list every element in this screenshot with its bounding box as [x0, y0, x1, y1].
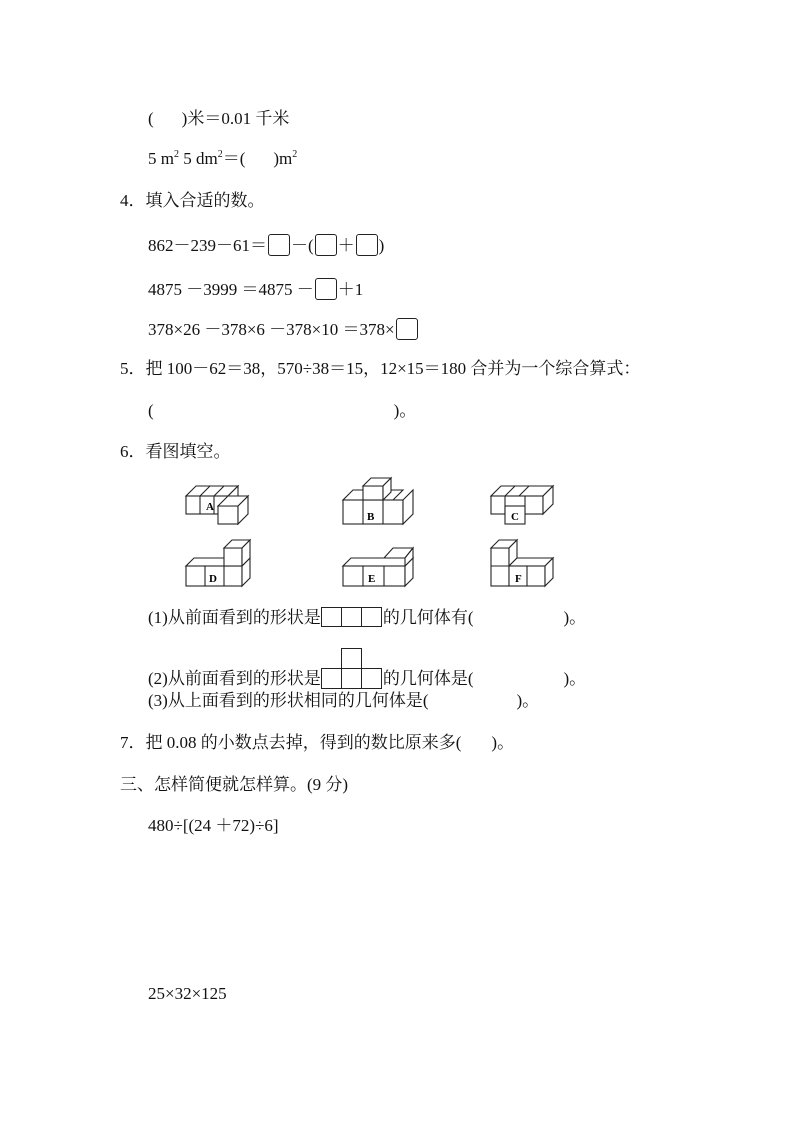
figure-label: E	[368, 573, 376, 585]
question-4-title: 4．填入合适的数。	[120, 191, 265, 210]
front-view-three-squares-icon	[321, 607, 383, 633]
answer-box[interactable]	[396, 318, 418, 340]
cube-figure-e	[343, 548, 413, 590]
figure-label: F	[515, 573, 522, 585]
question-5-answer	[148, 400, 416, 422]
figure-label: C	[511, 511, 519, 523]
section-3-title: 三、怎样简便就怎样算。(9 分)	[120, 775, 349, 794]
text: (3)从上面看到的形状相同的几何体是(	[148, 691, 429, 710]
question-5-title: 5．把 100－62＝38，570÷38＝15，12×15＝180 合并为一个综合算式：	[120, 359, 641, 378]
text: )米＝0.01 千米	[181, 109, 290, 128]
sub-question-3	[148, 690, 539, 712]
front-view-t-shape-icon	[321, 648, 383, 696]
superscript: 2	[173, 149, 179, 160]
superscript: 2	[217, 149, 223, 160]
text: )。	[393, 401, 417, 420]
unit-conversion-meter	[148, 108, 289, 130]
text: 5 dm	[178, 149, 218, 168]
superscript: 2	[292, 149, 298, 160]
text: )m	[273, 149, 293, 168]
text: )。	[563, 608, 587, 627]
text: (	[148, 401, 154, 420]
cube-figure-d	[186, 540, 250, 590]
text: 862－239－61＝	[148, 236, 267, 255]
answer-box[interactable]	[356, 234, 378, 256]
equation-2	[148, 278, 363, 301]
answer-box[interactable]	[315, 278, 337, 300]
unit-conversion-area	[148, 148, 297, 170]
text: (1)从前面看到的形状是	[148, 608, 321, 627]
bracket-open: (	[148, 109, 154, 128]
cube-figure-c	[491, 486, 555, 526]
calculation-2: 25×32×125	[148, 984, 227, 1003]
equation-1	[148, 234, 384, 257]
text: )。	[563, 669, 587, 688]
cube-figure-b	[343, 480, 413, 528]
question-6-title: 6．看图填空。	[120, 442, 231, 461]
equation-3	[148, 318, 419, 341]
text: )。	[491, 733, 515, 752]
figure-label: B	[367, 511, 375, 523]
answer-box[interactable]	[268, 234, 290, 256]
text: )。	[516, 691, 540, 710]
text: 的几何体是(	[382, 669, 474, 688]
cube-figure-f	[491, 540, 555, 590]
sub-question-2	[148, 648, 586, 696]
sub-question-1	[148, 607, 586, 633]
text: ＝(	[222, 149, 246, 168]
cube-figure-a	[186, 486, 250, 526]
text: 4875 －3999 ＝4875 －	[148, 280, 314, 299]
text: －(	[291, 236, 314, 255]
text: 7．把 0.08 的小数点去掉，得到的数比原来多(	[120, 733, 462, 752]
text: 378×26 －378×6 －378×10 ＝378×	[148, 320, 395, 339]
text: ＋	[337, 236, 355, 255]
text: )	[378, 236, 385, 255]
figure-label: A	[206, 501, 214, 513]
answer-box[interactable]	[315, 234, 337, 256]
text: (2)从前面看到的形状是	[148, 669, 321, 688]
text: 5 m	[148, 149, 174, 168]
calculation-1: 480÷[(24 ＋72)÷6]	[148, 816, 279, 835]
figure-label: D	[209, 573, 217, 585]
text: ＋1	[337, 280, 364, 299]
question-7	[120, 732, 514, 754]
text: 的几何体有(	[382, 608, 474, 627]
